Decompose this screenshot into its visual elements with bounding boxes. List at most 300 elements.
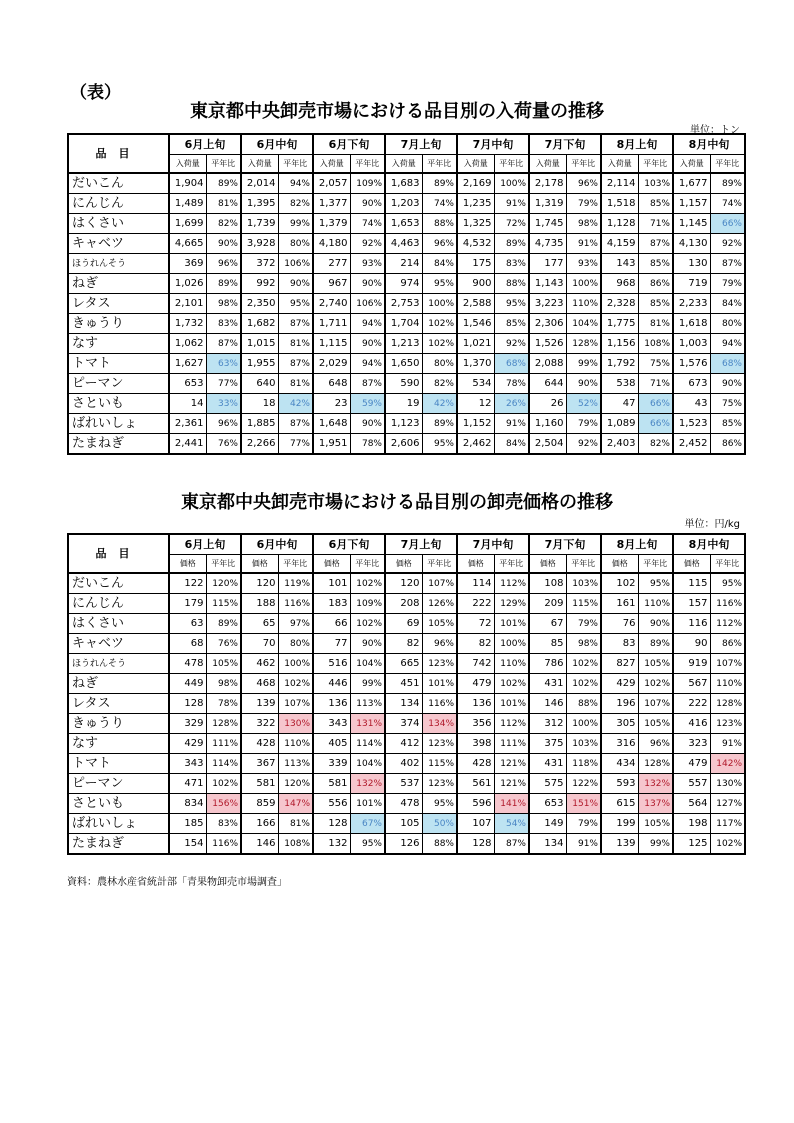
value-cell: 1,015 bbox=[241, 334, 278, 354]
value-cell: 1,885 bbox=[241, 414, 278, 434]
ratio-cell: 120% bbox=[278, 774, 313, 794]
table-row bbox=[68, 394, 745, 414]
value-cell: 593 bbox=[601, 774, 638, 794]
value-cell: 108 bbox=[529, 573, 566, 594]
ratio-cell: 128% bbox=[206, 714, 241, 734]
value-cell: 12 bbox=[457, 394, 494, 414]
value-cell: 462 bbox=[241, 654, 278, 674]
period-header: 6月上旬 bbox=[169, 134, 241, 155]
ratio-cell: 71% bbox=[638, 214, 673, 234]
value-cell: 2,606 bbox=[385, 434, 422, 455]
ratio-cell: 98% bbox=[206, 294, 241, 314]
ratio-cell: 103% bbox=[566, 573, 601, 594]
ratio-cell: 101% bbox=[494, 694, 529, 714]
value-cell: 590 bbox=[385, 374, 422, 394]
value-cell: 146 bbox=[241, 834, 278, 855]
item-name: ばれいしょ bbox=[68, 814, 169, 834]
value-cell: 120 bbox=[385, 573, 422, 594]
value-cell: 451 bbox=[385, 674, 422, 694]
ratio-sub-header: 平年比 bbox=[566, 555, 601, 574]
ratio-cell: 123% bbox=[422, 734, 457, 754]
value-cell: 827 bbox=[601, 654, 638, 674]
ratio-cell: 100% bbox=[494, 634, 529, 654]
ratio-sub-header: 平年比 bbox=[494, 555, 529, 574]
ratio-sub-header: 平年比 bbox=[494, 155, 529, 174]
table-row bbox=[68, 634, 745, 654]
item-name: キャベツ bbox=[68, 634, 169, 654]
ratio-cell: 90% bbox=[638, 614, 673, 634]
table-row bbox=[68, 834, 745, 855]
ratio-cell: 95% bbox=[422, 274, 457, 294]
table-row bbox=[68, 814, 745, 834]
ratio-cell: 102% bbox=[206, 774, 241, 794]
value-cell: 581 bbox=[313, 774, 350, 794]
ratio-cell: 87% bbox=[638, 234, 673, 254]
ratio-cell: 109% bbox=[350, 173, 385, 194]
ratio-cell: 97% bbox=[278, 614, 313, 634]
value-cell: 1,792 bbox=[601, 354, 638, 374]
value-cell: 4,665 bbox=[169, 234, 206, 254]
ratio-cell: 99% bbox=[350, 674, 385, 694]
ratio-sub-header: 平年比 bbox=[206, 155, 241, 174]
value-cell: 208 bbox=[385, 594, 422, 614]
item-column-header: 品目 bbox=[68, 534, 169, 573]
value-cell: 367 bbox=[241, 754, 278, 774]
value-cell: 43 bbox=[673, 394, 710, 414]
ratio-cell: 67% bbox=[350, 814, 385, 834]
value-cell: 185 bbox=[169, 814, 206, 834]
ratio-cell: 79% bbox=[566, 614, 601, 634]
value-cell: 1,704 bbox=[385, 314, 422, 334]
ratio-cell: 100% bbox=[566, 274, 601, 294]
ratio-cell: 134% bbox=[422, 714, 457, 734]
table-row bbox=[68, 414, 745, 434]
value-cell: 919 bbox=[673, 654, 710, 674]
ratio-cell: 116% bbox=[278, 594, 313, 614]
item-name: ほうれんそう bbox=[68, 654, 169, 674]
value-sub-header: 入荷量 bbox=[673, 155, 710, 174]
ratio-cell: 104% bbox=[350, 654, 385, 674]
ratio-cell: 94% bbox=[350, 354, 385, 374]
ratio-cell: 88% bbox=[494, 274, 529, 294]
value-cell: 139 bbox=[601, 834, 638, 855]
item-name: レタス bbox=[68, 694, 169, 714]
value-cell: 136 bbox=[457, 694, 494, 714]
ratio-cell: 106% bbox=[278, 254, 313, 274]
ratio-cell: 85% bbox=[710, 414, 745, 434]
value-cell: 375 bbox=[529, 734, 566, 754]
table-row bbox=[68, 774, 745, 794]
ratio-cell: 100% bbox=[422, 294, 457, 314]
period-header: 7月中旬 bbox=[457, 134, 529, 155]
item-name: きゅうり bbox=[68, 714, 169, 734]
ratio-cell: 102% bbox=[710, 834, 745, 855]
value-cell: 1,518 bbox=[601, 194, 638, 214]
period-header: 8月上旬 bbox=[601, 134, 673, 155]
ratio-cell: 121% bbox=[494, 754, 529, 774]
ratio-cell: 121% bbox=[494, 774, 529, 794]
arrival-volume-table bbox=[67, 133, 746, 455]
item-name: ばれいしょ bbox=[68, 414, 169, 434]
value-cell: 2,233 bbox=[673, 294, 710, 314]
value-sub-header: 入荷量 bbox=[241, 155, 278, 174]
value-cell: 1,489 bbox=[169, 194, 206, 214]
value-cell: 222 bbox=[673, 694, 710, 714]
ratio-cell: 93% bbox=[566, 254, 601, 274]
value-cell: 428 bbox=[241, 734, 278, 754]
value-cell: 67 bbox=[529, 614, 566, 634]
value-cell: 19 bbox=[385, 394, 422, 414]
value-cell: 4,532 bbox=[457, 234, 494, 254]
ratio-cell: 50% bbox=[422, 814, 457, 834]
ratio-cell: 96% bbox=[206, 254, 241, 274]
ratio-cell: 130% bbox=[710, 774, 745, 794]
ratio-cell: 104% bbox=[566, 314, 601, 334]
ratio-cell: 111% bbox=[206, 734, 241, 754]
ratio-cell: 95% bbox=[278, 294, 313, 314]
item-name: だいこん bbox=[68, 573, 169, 594]
ratio-sub-header: 平年比 bbox=[566, 155, 601, 174]
ratio-cell: 89% bbox=[422, 173, 457, 194]
ratio-cell: 90% bbox=[566, 374, 601, 394]
ratio-cell: 79% bbox=[710, 274, 745, 294]
ratio-cell: 87% bbox=[278, 414, 313, 434]
ratio-cell: 151% bbox=[566, 794, 601, 814]
value-cell: 329 bbox=[169, 714, 206, 734]
ratio-cell: 122% bbox=[566, 774, 601, 794]
value-cell: 1,732 bbox=[169, 314, 206, 334]
ratio-cell: 100% bbox=[494, 173, 529, 194]
item-name: ピーマン bbox=[68, 374, 169, 394]
ratio-cell: 81% bbox=[638, 314, 673, 334]
value-sub-header: 価格 bbox=[385, 555, 422, 574]
ratio-cell: 116% bbox=[422, 694, 457, 714]
ratio-cell: 114% bbox=[206, 754, 241, 774]
table2-unit: 単位：円/kg bbox=[684, 519, 740, 530]
value-cell: 305 bbox=[601, 714, 638, 734]
ratio-cell: 102% bbox=[278, 674, 313, 694]
value-cell: 564 bbox=[673, 794, 710, 814]
value-cell: 2,462 bbox=[457, 434, 494, 455]
ratio-cell: 87% bbox=[350, 374, 385, 394]
ratio-cell: 81% bbox=[278, 374, 313, 394]
value-cell: 1,745 bbox=[529, 214, 566, 234]
value-sub-header: 入荷量 bbox=[457, 155, 494, 174]
value-cell: 2,178 bbox=[529, 173, 566, 194]
ratio-cell: 90% bbox=[350, 274, 385, 294]
period-header: 6月上旬 bbox=[169, 534, 241, 555]
ratio-cell: 26% bbox=[494, 394, 529, 414]
item-name: キャベツ bbox=[68, 234, 169, 254]
value-cell: 177 bbox=[529, 254, 566, 274]
item-name: はくさい bbox=[68, 614, 169, 634]
item-name: にんじん bbox=[68, 194, 169, 214]
ratio-cell: 89% bbox=[206, 274, 241, 294]
ratio-cell: 117% bbox=[710, 814, 745, 834]
ratio-cell: 113% bbox=[278, 754, 313, 774]
value-cell: 556 bbox=[313, 794, 350, 814]
table-row bbox=[68, 294, 745, 314]
value-cell: 859 bbox=[241, 794, 278, 814]
ratio-cell: 96% bbox=[566, 173, 601, 194]
value-cell: 157 bbox=[673, 594, 710, 614]
value-cell: 76 bbox=[601, 614, 638, 634]
ratio-cell: 81% bbox=[278, 814, 313, 834]
value-cell: 277 bbox=[313, 254, 350, 274]
value-cell: 2,740 bbox=[313, 294, 350, 314]
ratio-cell: 106% bbox=[350, 294, 385, 314]
value-cell: 130 bbox=[673, 254, 710, 274]
value-cell: 581 bbox=[241, 774, 278, 794]
value-sub-header: 価格 bbox=[169, 555, 206, 574]
item-name: さといも bbox=[68, 394, 169, 414]
ratio-cell: 85% bbox=[638, 294, 673, 314]
item-name: レタス bbox=[68, 294, 169, 314]
ratio-cell: 102% bbox=[350, 614, 385, 634]
value-cell: 2,114 bbox=[601, 173, 638, 194]
ratio-cell: 137% bbox=[638, 794, 673, 814]
table-row bbox=[68, 694, 745, 714]
table-row bbox=[68, 354, 745, 374]
value-sub-header: 入荷量 bbox=[529, 155, 566, 174]
ratio-cell: 81% bbox=[206, 194, 241, 214]
value-cell: 372 bbox=[241, 254, 278, 274]
ratio-cell: 89% bbox=[710, 173, 745, 194]
value-cell: 834 bbox=[169, 794, 206, 814]
ratio-cell: 110% bbox=[710, 674, 745, 694]
ratio-cell: 101% bbox=[350, 794, 385, 814]
value-cell: 1,160 bbox=[529, 414, 566, 434]
value-cell: 149 bbox=[529, 814, 566, 834]
table1-title: 東京都中央卸売市場における品目別の入荷量の推移 bbox=[190, 101, 604, 122]
ratio-cell: 128% bbox=[566, 334, 601, 354]
table-row bbox=[68, 654, 745, 674]
value-cell: 1,904 bbox=[169, 173, 206, 194]
value-cell: 719 bbox=[673, 274, 710, 294]
ratio-cell: 110% bbox=[566, 294, 601, 314]
value-cell: 143 bbox=[601, 254, 638, 274]
ratio-cell: 87% bbox=[278, 314, 313, 334]
value-cell: 1,213 bbox=[385, 334, 422, 354]
value-cell: 2,014 bbox=[241, 173, 278, 194]
ratio-cell: 93% bbox=[350, 254, 385, 274]
ratio-cell: 82% bbox=[638, 434, 673, 455]
ratio-cell: 91% bbox=[566, 234, 601, 254]
ratio-sub-header: 平年比 bbox=[638, 555, 673, 574]
ratio-cell: 92% bbox=[350, 234, 385, 254]
item-name: にんじん bbox=[68, 594, 169, 614]
item-name: なす bbox=[68, 734, 169, 754]
table-row bbox=[68, 734, 745, 754]
value-cell: 4,180 bbox=[313, 234, 350, 254]
ratio-cell: 102% bbox=[422, 314, 457, 334]
ratio-cell: 110% bbox=[638, 594, 673, 614]
ratio-cell: 52% bbox=[566, 394, 601, 414]
ratio-cell: 131% bbox=[350, 714, 385, 734]
ratio-cell: 88% bbox=[422, 214, 457, 234]
value-cell: 2,057 bbox=[313, 173, 350, 194]
value-cell: 1,143 bbox=[529, 274, 566, 294]
value-cell: 120 bbox=[241, 573, 278, 594]
value-cell: 538 bbox=[601, 374, 638, 394]
ratio-cell: 74% bbox=[710, 194, 745, 214]
ratio-sub-header: 平年比 bbox=[422, 155, 457, 174]
period-header: 8月中旬 bbox=[673, 534, 745, 555]
value-cell: 1,683 bbox=[385, 173, 422, 194]
value-cell: 139 bbox=[241, 694, 278, 714]
item-name: トマト bbox=[68, 354, 169, 374]
value-cell: 132 bbox=[313, 834, 350, 855]
value-cell: 2,452 bbox=[673, 434, 710, 455]
value-cell: 2,266 bbox=[241, 434, 278, 455]
ratio-cell: 128% bbox=[710, 694, 745, 714]
ratio-cell: 90% bbox=[350, 634, 385, 654]
table-row bbox=[68, 374, 745, 394]
ratio-cell: 99% bbox=[278, 214, 313, 234]
table-row bbox=[68, 173, 745, 194]
value-cell: 640 bbox=[241, 374, 278, 394]
value-cell: 188 bbox=[241, 594, 278, 614]
value-cell: 974 bbox=[385, 274, 422, 294]
value-cell: 134 bbox=[385, 694, 422, 714]
value-cell: 85 bbox=[529, 634, 566, 654]
ratio-cell: 87% bbox=[494, 834, 529, 855]
value-cell: 1,618 bbox=[673, 314, 710, 334]
ratio-cell: 109% bbox=[350, 594, 385, 614]
value-cell: 446 bbox=[313, 674, 350, 694]
ratio-cell: 100% bbox=[566, 714, 601, 734]
value-cell: 1,157 bbox=[673, 194, 710, 214]
ratio-cell: 95% bbox=[422, 434, 457, 455]
value-cell: 1,203 bbox=[385, 194, 422, 214]
value-cell: 102 bbox=[601, 573, 638, 594]
table-row bbox=[68, 614, 745, 634]
ratio-cell: 87% bbox=[278, 354, 313, 374]
value-cell: 405 bbox=[313, 734, 350, 754]
ratio-sub-header: 平年比 bbox=[422, 555, 457, 574]
value-cell: 126 bbox=[385, 834, 422, 855]
value-cell: 429 bbox=[169, 734, 206, 754]
value-cell: 136 bbox=[313, 694, 350, 714]
ratio-cell: 128% bbox=[638, 754, 673, 774]
value-cell: 615 bbox=[601, 794, 638, 814]
value-cell: 2,306 bbox=[529, 314, 566, 334]
ratio-cell: 107% bbox=[710, 654, 745, 674]
table-row bbox=[68, 274, 745, 294]
ratio-cell: 142% bbox=[710, 754, 745, 774]
value-cell: 471 bbox=[169, 774, 206, 794]
value-cell: 1,775 bbox=[601, 314, 638, 334]
value-cell: 3,223 bbox=[529, 294, 566, 314]
ratio-cell: 141% bbox=[494, 794, 529, 814]
value-cell: 1,156 bbox=[601, 334, 638, 354]
ratio-cell: 94% bbox=[350, 314, 385, 334]
value-cell: 1,319 bbox=[529, 194, 566, 214]
value-cell: 1,650 bbox=[385, 354, 422, 374]
table2-container bbox=[67, 533, 744, 855]
value-cell: 322 bbox=[241, 714, 278, 734]
value-cell: 398 bbox=[457, 734, 494, 754]
table-row bbox=[68, 234, 745, 254]
value-cell: 534 bbox=[457, 374, 494, 394]
value-cell: 116 bbox=[673, 614, 710, 634]
value-cell: 209 bbox=[529, 594, 566, 614]
value-cell: 374 bbox=[385, 714, 422, 734]
value-cell: 4,159 bbox=[601, 234, 638, 254]
ratio-cell: 79% bbox=[566, 194, 601, 214]
value-cell: 222 bbox=[457, 594, 494, 614]
value-cell: 3,928 bbox=[241, 234, 278, 254]
value-cell: 175 bbox=[457, 254, 494, 274]
value-cell: 596 bbox=[457, 794, 494, 814]
value-cell: 2,328 bbox=[601, 294, 638, 314]
table-row bbox=[68, 194, 745, 214]
value-cell: 786 bbox=[529, 654, 566, 674]
value-cell: 1,546 bbox=[457, 314, 494, 334]
value-cell: 18 bbox=[241, 394, 278, 414]
ratio-cell: 83% bbox=[206, 814, 241, 834]
ratio-cell: 83% bbox=[494, 254, 529, 274]
ratio-cell: 91% bbox=[494, 194, 529, 214]
value-cell: 122 bbox=[169, 573, 206, 594]
ratio-cell: 110% bbox=[494, 654, 529, 674]
value-cell: 105 bbox=[385, 814, 422, 834]
value-cell: 356 bbox=[457, 714, 494, 734]
ratio-cell: 42% bbox=[278, 394, 313, 414]
value-cell: 2,029 bbox=[313, 354, 350, 374]
value-cell: 161 bbox=[601, 594, 638, 614]
item-name: だいこん bbox=[68, 173, 169, 194]
ratio-cell: 79% bbox=[566, 814, 601, 834]
value-cell: 1,062 bbox=[169, 334, 206, 354]
ratio-sub-header: 平年比 bbox=[350, 555, 385, 574]
ratio-cell: 78% bbox=[494, 374, 529, 394]
value-cell: 468 bbox=[241, 674, 278, 694]
value-cell: 14 bbox=[169, 394, 206, 414]
ratio-cell: 87% bbox=[710, 254, 745, 274]
ratio-cell: 75% bbox=[638, 354, 673, 374]
value-cell: 1,115 bbox=[313, 334, 350, 354]
ratio-cell: 95% bbox=[638, 573, 673, 594]
ratio-cell: 96% bbox=[422, 234, 457, 254]
value-cell: 4,735 bbox=[529, 234, 566, 254]
value-cell: 196 bbox=[601, 694, 638, 714]
ratio-cell: 111% bbox=[494, 734, 529, 754]
ratio-cell: 74% bbox=[422, 194, 457, 214]
value-cell: 653 bbox=[169, 374, 206, 394]
value-cell: 4,130 bbox=[673, 234, 710, 254]
ratio-cell: 132% bbox=[638, 774, 673, 794]
ratio-cell: 90% bbox=[350, 334, 385, 354]
value-cell: 479 bbox=[673, 754, 710, 774]
value-cell: 26 bbox=[529, 394, 566, 414]
value-cell: 128 bbox=[313, 814, 350, 834]
ratio-cell: 91% bbox=[494, 414, 529, 434]
ratio-cell: 66% bbox=[638, 394, 673, 414]
ratio-cell: 102% bbox=[566, 674, 601, 694]
ratio-cell: 78% bbox=[206, 694, 241, 714]
value-cell: 47 bbox=[601, 394, 638, 414]
value-sub-header: 入荷量 bbox=[169, 155, 206, 174]
value-cell: 434 bbox=[601, 754, 638, 774]
value-cell: 66 bbox=[313, 614, 350, 634]
ratio-cell: 99% bbox=[566, 354, 601, 374]
value-cell: 82 bbox=[457, 634, 494, 654]
ratio-cell: 115% bbox=[206, 594, 241, 614]
ratio-cell: 83% bbox=[206, 314, 241, 334]
value-cell: 1,021 bbox=[457, 334, 494, 354]
value-cell: 479 bbox=[457, 674, 494, 694]
